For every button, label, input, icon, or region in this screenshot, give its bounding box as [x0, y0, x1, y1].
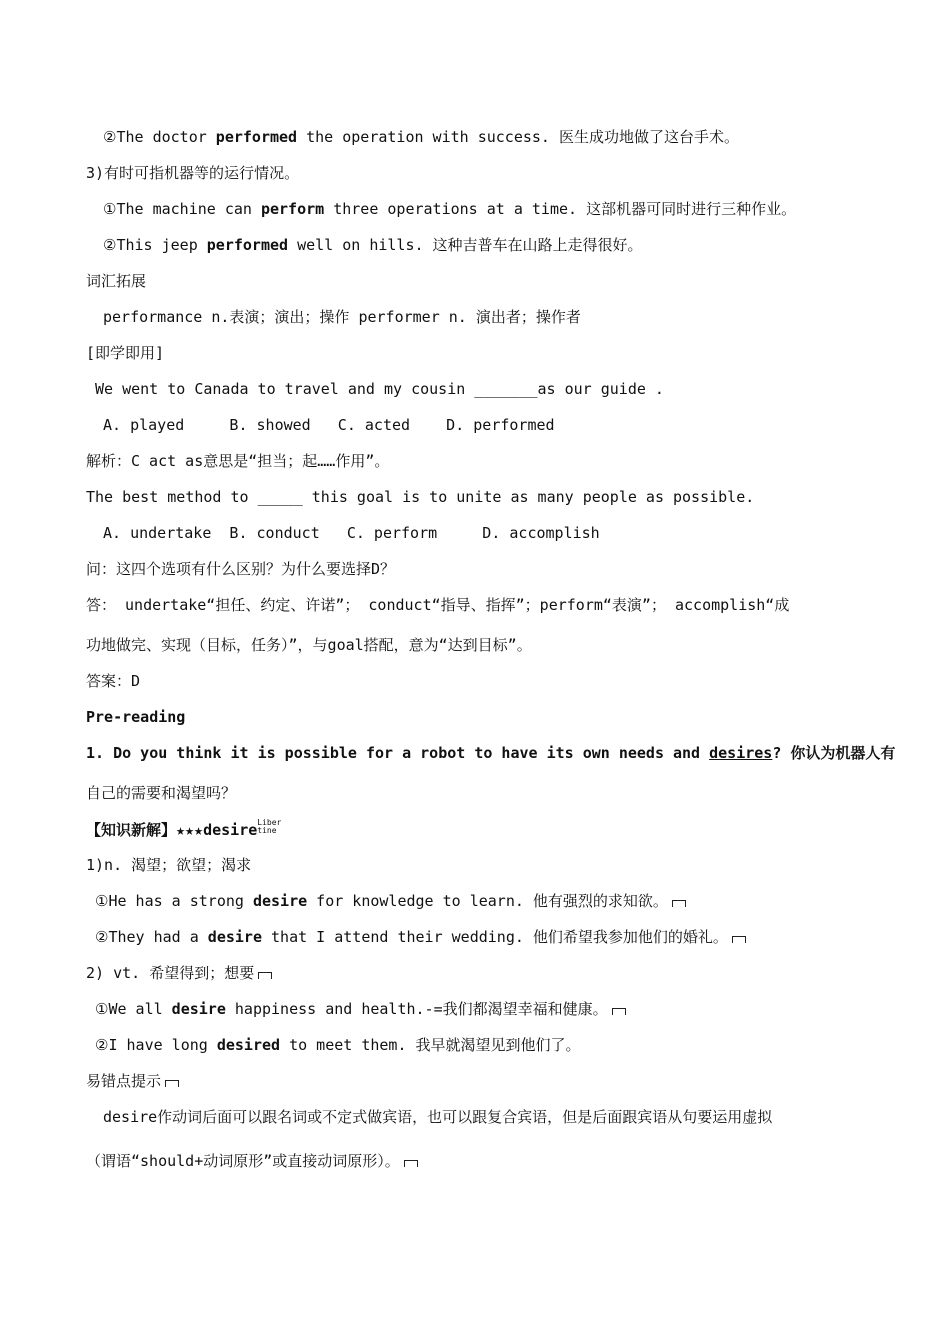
sense-heading: 1)n. 渴望；欲望；渴求	[86, 856, 252, 874]
keyword: desires	[709, 744, 773, 762]
exercise-options: A. played B. showed C. acted D. performed	[103, 416, 555, 434]
edit-mark-icon	[612, 1008, 626, 1015]
section-heading: Pre-reading	[86, 708, 186, 726]
exercise-options: A. undertake B. conduct C. perform D. accomplish	[103, 524, 600, 542]
knowledge-heading	[86, 819, 281, 840]
edit-mark-icon	[404, 1160, 418, 1167]
example-sentence	[103, 235, 643, 255]
tip-text	[86, 1151, 418, 1171]
section-label	[86, 1071, 179, 1091]
text: ②I have long	[95, 1036, 217, 1054]
keyword: perform	[260, 200, 325, 218]
text: happiness and health.-=我们都渴望幸福和健康。	[225, 1000, 608, 1018]
example-sentence	[95, 1035, 581, 1055]
text: ①He has a strong	[95, 892, 253, 910]
text: three operations at a time. 这部机器可同时进行三种作业。	[324, 200, 797, 218]
example-sentence	[103, 199, 796, 219]
keyword: performed	[215, 128, 298, 146]
text: ? 你认为机器人有	[772, 744, 896, 762]
sense-heading	[86, 963, 272, 983]
section-label: [即学即用]	[86, 344, 165, 362]
text: ②They had a	[95, 928, 208, 946]
text: ①We all	[95, 1000, 172, 1018]
text: to meet them. 我早就渴望见到他们了。	[280, 1036, 581, 1054]
question: 问：这四个选项有什么区别？为什么要选择D？	[86, 560, 396, 578]
answer-text: 答： undertake“担任、约定、许诺”； conduct“指导、指挥”；perform“表演”； accomplish“成	[86, 596, 790, 614]
text: （谓语“should+动词原形”或直接动词原形）。	[86, 1152, 400, 1170]
text: 【知识新解】★★★desire	[86, 821, 258, 839]
pre-reading-question	[86, 743, 895, 763]
keyword: desire	[171, 1000, 226, 1018]
text: 1. Do you think it is possible for a robot to have its own needs and	[86, 744, 710, 762]
keyword: desire	[252, 892, 308, 910]
section-label: 词汇拓展	[86, 272, 147, 290]
edit-mark-icon	[258, 972, 272, 979]
keyword: performed	[206, 236, 289, 254]
pre-reading-translation: 自己的需要和渴望吗？	[86, 784, 237, 802]
text: ①The machine can	[103, 200, 261, 218]
exercise-question: The best method to _____ this goal is to unite as many people as possible.	[86, 488, 755, 506]
edit-mark-icon	[672, 900, 686, 907]
example-sentence	[95, 927, 746, 947]
example-sentence	[103, 127, 739, 147]
text: ②This jeep	[103, 236, 207, 254]
vocab-extension: performance n.表演；演出；操作 performer n. 演出者；操作者	[103, 308, 581, 326]
text: 2) vt. 希望得到；想要	[86, 964, 255, 982]
text: ②The doctor	[103, 128, 216, 146]
exercise-question: We went to Canada to travel and my cousin _______as our guide .	[95, 380, 664, 398]
example-sentence	[95, 999, 626, 1019]
stamp-note: Liber tine	[257, 818, 282, 835]
text: that I attend their wedding. 他们希望我参加他们的婚礼。	[261, 928, 728, 946]
answer-key: 答案：D	[86, 672, 141, 690]
text: the operation with success. 医生成功地做了这台手术。	[297, 128, 739, 146]
keyword: desired	[216, 1036, 281, 1054]
text: 易错点提示	[86, 1072, 162, 1090]
example-sentence	[95, 891, 686, 911]
tip-text: desire作动词后面可以跟名词或不定式做宾语，也可以跟复合宾语，但是后面跟宾语从句要运用虚拟	[103, 1108, 773, 1126]
text: well on hills. 这种吉普车在山路上走得很好。	[288, 236, 643, 254]
keyword: desire	[207, 928, 262, 946]
sense-heading: 3)有时可指机器等的运行情况。	[86, 164, 300, 182]
edit-mark-icon	[732, 936, 746, 943]
explanation: 解析：C act as意思是“担当；起……作用”。	[86, 452, 390, 470]
answer-text: 功地做完、实现（目标，任务）”，与goal搭配，意为“达到目标”。	[86, 636, 532, 654]
edit-mark-icon	[165, 1080, 179, 1087]
text: for knowledge to learn. 他有强烈的求知欲。	[307, 892, 668, 910]
